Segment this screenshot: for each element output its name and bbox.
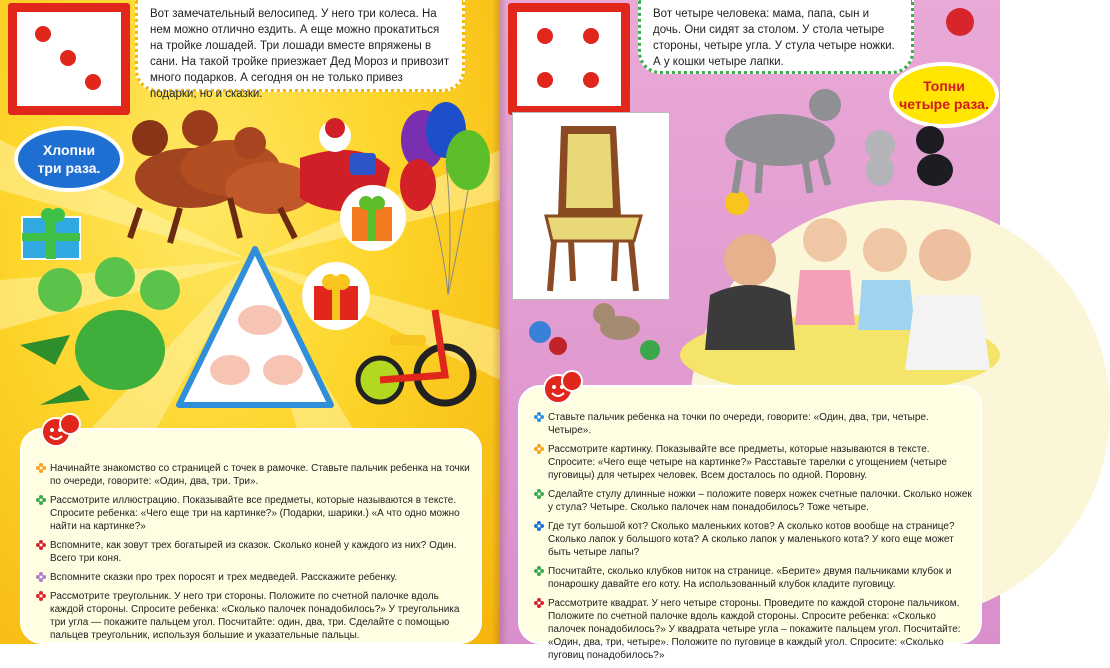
story-text-box bbox=[135, 0, 465, 100]
tip-item bbox=[534, 488, 974, 514]
family-illustration bbox=[690, 200, 1000, 400]
chair-photo bbox=[513, 113, 669, 299]
dice-dot bbox=[60, 50, 76, 66]
chair-illustration bbox=[516, 116, 666, 296]
tips-list bbox=[534, 411, 974, 668]
tip-text: Начинайте знакомство со страницей с точек в рамочке. Ставьте пальчик ребенка на точки по очереди, говорите: «Один, два, три. Три». bbox=[50, 463, 470, 487]
flower-bullet-icon bbox=[534, 566, 544, 576]
tip-text: Где тут большой кот? Сколько маленьких котов? А сколько котов вообще на странице? Сколько лапок у большого кота? А сколько лапок у маленького кота? У кого еще может быть четыре лапы? bbox=[548, 521, 955, 558]
gift-orange-illustration bbox=[338, 183, 408, 253]
tip-item bbox=[534, 443, 974, 482]
tip-item bbox=[36, 494, 470, 533]
kitten-illustration bbox=[590, 296, 650, 346]
tip-item bbox=[36, 539, 470, 565]
dice-three bbox=[8, 3, 130, 115]
tip-item bbox=[36, 462, 470, 488]
flower-bullet-icon bbox=[36, 591, 46, 601]
flower-bullet-icon bbox=[534, 521, 544, 531]
action-line-2: четыре раза. bbox=[899, 96, 989, 112]
three-headed-dragon-illustration bbox=[10, 255, 190, 405]
flower-bullet-icon bbox=[534, 444, 544, 454]
story-text: Вот замечательный велосипед. У него три колеса. На нем можно отлично ездить. А еще можно прокатиться на тройке лошадей. Три лошади вместе впряжены в сани. На такой тройке приезжает Дед Мороз и привозит много подарков. А сегодня он не только привез подарки, но и сказки. bbox=[150, 8, 450, 100]
cats-illustration bbox=[700, 85, 990, 200]
flower-bullet-icon bbox=[36, 540, 46, 550]
smiley-icon bbox=[540, 365, 586, 411]
action-line-2: три раза. bbox=[37, 160, 101, 176]
flower-bullet-icon bbox=[534, 412, 544, 422]
tip-text: Вспомните сказки про трех поросят и трех медведей. Расскажите ребенку. bbox=[50, 572, 398, 583]
dice-dot bbox=[85, 74, 101, 90]
tip-text: Вспомните, как зовут трех богатырей из сказок. Сколько коней у каждого из них? Один. Всего три коня. bbox=[50, 540, 457, 564]
tip-text: Рассмотрите квадрат. У него четыре стороны. Проведите по каждой стороне пальчиком. Положите по счетной палочке вдоль каждой стороны. Спросите ребенка: «Сколько палочек понадобилось?» У квадрата четыре угла – покажите пальцем угол. Посчитайте: «Один, два, три, четыре». Положите по пуговице в каждый угол. Спросите: «Сколько пуговиц понадобилось?» bbox=[548, 598, 961, 661]
tip-text: Сделайте стулу длинные ножки – положите поверх ножек счетные палочки. Сколько ножек у стула? Четыре. Сколько палочек нам понадобилось? Тоже четыре. bbox=[548, 489, 972, 513]
tip-item bbox=[534, 565, 974, 591]
action-cloud-clap bbox=[18, 130, 120, 188]
tip-item bbox=[36, 590, 470, 642]
parent-tips-panel bbox=[20, 428, 482, 644]
tip-item bbox=[534, 411, 974, 437]
smiley-icon bbox=[38, 408, 84, 454]
triangle-piglets-illustration bbox=[175, 245, 335, 410]
tricycle-illustration bbox=[350, 290, 480, 410]
book-gutter bbox=[492, 0, 508, 644]
flower-bullet-icon bbox=[36, 463, 46, 473]
flower-bullet-icon bbox=[36, 495, 46, 505]
balloons-illustration bbox=[398, 100, 498, 300]
tip-text: Ставьте пальчик ребенка на точки по очереди, говорите: «Один, два, три, четыре. Четыре». bbox=[548, 412, 929, 436]
tip-text: Рассмотрите картинку. Показывайте все предметы, которые называются в тексте. Спросите: «Чего еще четыре на картинке?» Расставьте тарелки с угощением (четыре пуговицы) для четырех человек. Всем досталось по одной. Поровну. bbox=[548, 444, 947, 481]
action-line-1: Топни bbox=[923, 78, 965, 94]
flower-bullet-icon bbox=[36, 572, 46, 582]
dice-dot bbox=[35, 26, 51, 42]
tip-text: Посчитайте, сколько клубков ниток на странице. «Берите» двумя пальчиками клубок и понарошку давайте его коту. На использованный клубок кладите пуговицу. bbox=[548, 566, 952, 590]
tip-item bbox=[534, 520, 974, 559]
tip-text: Рассмотрите иллюстрацию. Показывайте все предметы, которые называются в тексте. Спросите ребенка: «Чего еще три на картинке?» (Подарки, шарики.) «А что одно можно найти на картинке?» bbox=[50, 495, 460, 532]
tips-list bbox=[36, 462, 470, 648]
parent-tips-panel bbox=[518, 385, 982, 661]
tip-text: Рассмотрите треугольник. У него три стороны. Положите по счетной палочке вдоль каждой стороны. Спросите ребенка: «Сколько палочек понадобилось?» У треугольника три угла — покажите пальцем угол. Посчитайте: один, два, три. Сделайте с помощью пальцев треугольник, используя большие и указательные пальцы. bbox=[50, 591, 460, 641]
right-page bbox=[500, 0, 1000, 661]
flower-bullet-icon bbox=[534, 598, 544, 608]
tip-item bbox=[534, 597, 974, 662]
action-line-1: Хлопни bbox=[42, 142, 96, 158]
flower-bullet-icon bbox=[534, 489, 544, 499]
story-text: Вот четыре человека: мама, папа, сын и дочь. Они сидят за столом. У стола четыре стороны, четыре угла. У стула четыре ножки. А у кошки четыре лапки. bbox=[653, 8, 895, 68]
tip-item bbox=[36, 571, 470, 584]
left-page bbox=[0, 0, 500, 644]
